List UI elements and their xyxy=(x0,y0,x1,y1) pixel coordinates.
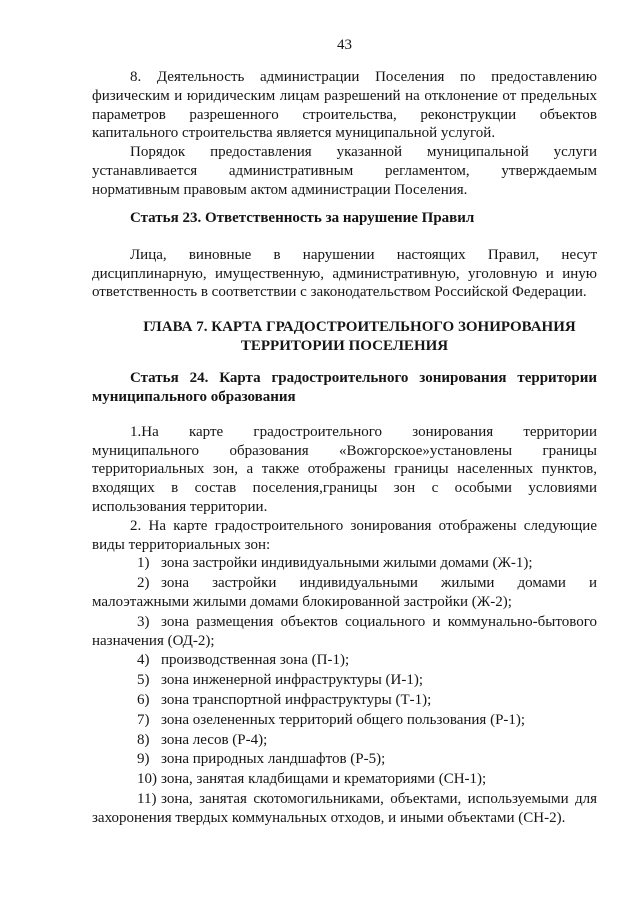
zone-text: зона размещения объектов социального и коммунально-бытового xyxy=(161,613,597,630)
zone-first-line xyxy=(92,790,597,809)
zone-first-line xyxy=(92,613,597,632)
article-heading-line: муниципального образования xyxy=(92,388,296,405)
paragraph xyxy=(92,517,597,555)
paragraph-line: Лица, виновные в нарушении настоящих Правил, несут xyxy=(130,246,597,263)
zone-item xyxy=(92,770,597,789)
paragraph xyxy=(92,423,597,517)
zone-item xyxy=(92,554,597,573)
paragraph xyxy=(92,246,597,302)
zone-first-line xyxy=(92,770,597,789)
paragraph-line: виды территориальных зон: xyxy=(92,536,271,553)
zone-number: 1) xyxy=(137,555,150,572)
zone-text: зона природных ландшафтов (Р-5); xyxy=(161,751,386,768)
chapter-heading-line: ГЛАВА 7. КАРТА ГРАДОСТРОИТЕЛЬНОГО ЗОНИРОВАНИЯ xyxy=(143,319,576,336)
paragraph-line: устанавливается административным регламентом, утверждаемым xyxy=(92,162,597,179)
zone-number: 8) xyxy=(137,731,150,748)
zone-item xyxy=(92,731,597,750)
zone-number: 4) xyxy=(137,652,150,669)
chapter-heading xyxy=(92,318,597,356)
zone-number: 11) xyxy=(137,790,157,807)
zone-number: 2) xyxy=(137,575,150,592)
zone-item xyxy=(92,574,597,612)
zone-list xyxy=(92,554,597,827)
zone-number: 3) xyxy=(137,613,150,630)
article-heading-line: Статья 24. Карта градостроительного зонирования территории xyxy=(130,369,597,386)
zone-item xyxy=(92,613,597,651)
paragraph-line: использования территории. xyxy=(92,499,268,516)
zone-first-line xyxy=(92,731,597,750)
paragraph-line: территориальных зон, а также отображены границы населенных пунктов, xyxy=(92,461,597,478)
zone-text: зона озелененных территорий общего пользования (Р-1); xyxy=(161,711,526,728)
zone-first-line xyxy=(92,691,597,710)
zone-text: зона, занятая скотомогильниками, объектами, используемыми для xyxy=(161,790,597,807)
zone-first-line xyxy=(92,574,597,593)
paragraph-line: нормативным правовым актом администрации Поселения. xyxy=(92,181,468,198)
zone-continuation-line: малоэтажными жилыми домами блокированной застройки (Ж-2); xyxy=(92,594,512,611)
paragraph-line: 8. Деятельность администрации Поселения по предоставлению xyxy=(130,69,597,85)
zone-first-line xyxy=(92,554,597,573)
chapter-heading-line: ТЕРРИТОРИИ ПОСЕЛЕНИЯ xyxy=(240,337,449,354)
zone-text: зона застройки индивидуальными жилыми домами и xyxy=(161,575,597,592)
zone-continuation-line: захоронения твердых коммунальных отходов, и иными объектами (СН-2). xyxy=(92,809,566,826)
paragraph-line: дисциплинарную, имущественную, административную, уголовную и иную xyxy=(92,265,597,282)
document-body xyxy=(92,68,597,828)
article-heading: Статья 23. Ответственность за нарушение Правил xyxy=(130,209,475,226)
zone-item xyxy=(92,691,597,710)
zone-number: 7) xyxy=(137,711,150,728)
zone-number: 6) xyxy=(137,692,150,708)
zone-first-line xyxy=(92,750,597,769)
zone-continuation-line: назначения (ОД-2); xyxy=(92,632,215,649)
zone-text: зона застройки индивидуальными жилыми домами (Ж-1); xyxy=(161,555,533,572)
zone-text: производственная зона (П-1); xyxy=(161,652,350,669)
paragraph-line: ответственность в соответствии с законодательством Российской Федерации. xyxy=(92,284,587,301)
paragraph xyxy=(92,143,597,199)
zone-first-line xyxy=(92,711,597,730)
zone-text: зона, занятая кладбищами и крематориями (СН-1); xyxy=(161,771,487,788)
zone-first-line xyxy=(92,651,597,670)
paragraph-line: Порядок предоставления указанной муниципальной услуги xyxy=(130,144,597,161)
article-heading xyxy=(92,369,597,407)
zone-text: зона инженерной инфраструктуры (И-1); xyxy=(161,672,424,689)
zone-text: зона транспортной инфраструктуры (Т-1); xyxy=(161,692,432,708)
paragraph-line: капитального строительства является муниципальной услугой. xyxy=(92,125,496,142)
paragraph-line: 1.На карте градостроительного зонирования территории xyxy=(130,423,597,440)
zone-number: 10) xyxy=(137,771,157,788)
zone-item xyxy=(92,750,597,769)
page-number: 43 xyxy=(337,37,352,53)
zone-item xyxy=(92,790,597,828)
zone-first-line xyxy=(92,671,597,690)
paragraph-line: входящих в состав поселения,границы зон с особыми условиями xyxy=(92,480,597,497)
paragraph xyxy=(92,68,597,143)
paragraph-line: физическим и юридическим лицам разрешений на отклонение от предельных xyxy=(92,87,597,104)
zone-item xyxy=(92,711,597,730)
zone-text: зона лесов (Р-4); xyxy=(161,731,268,748)
zone-item xyxy=(92,671,597,690)
paragraph-line: 2. На карте градостроительного зонирования отображены следующие xyxy=(130,517,597,534)
zone-number: 9) xyxy=(137,751,150,768)
paragraph-line: муниципального образования «Вожгорское»установлены границы xyxy=(92,442,597,459)
paragraph-line: параметров разрешенного строительства, реконструкции объектов xyxy=(92,106,597,123)
zone-item xyxy=(92,651,597,670)
zone-number: 5) xyxy=(137,672,150,689)
